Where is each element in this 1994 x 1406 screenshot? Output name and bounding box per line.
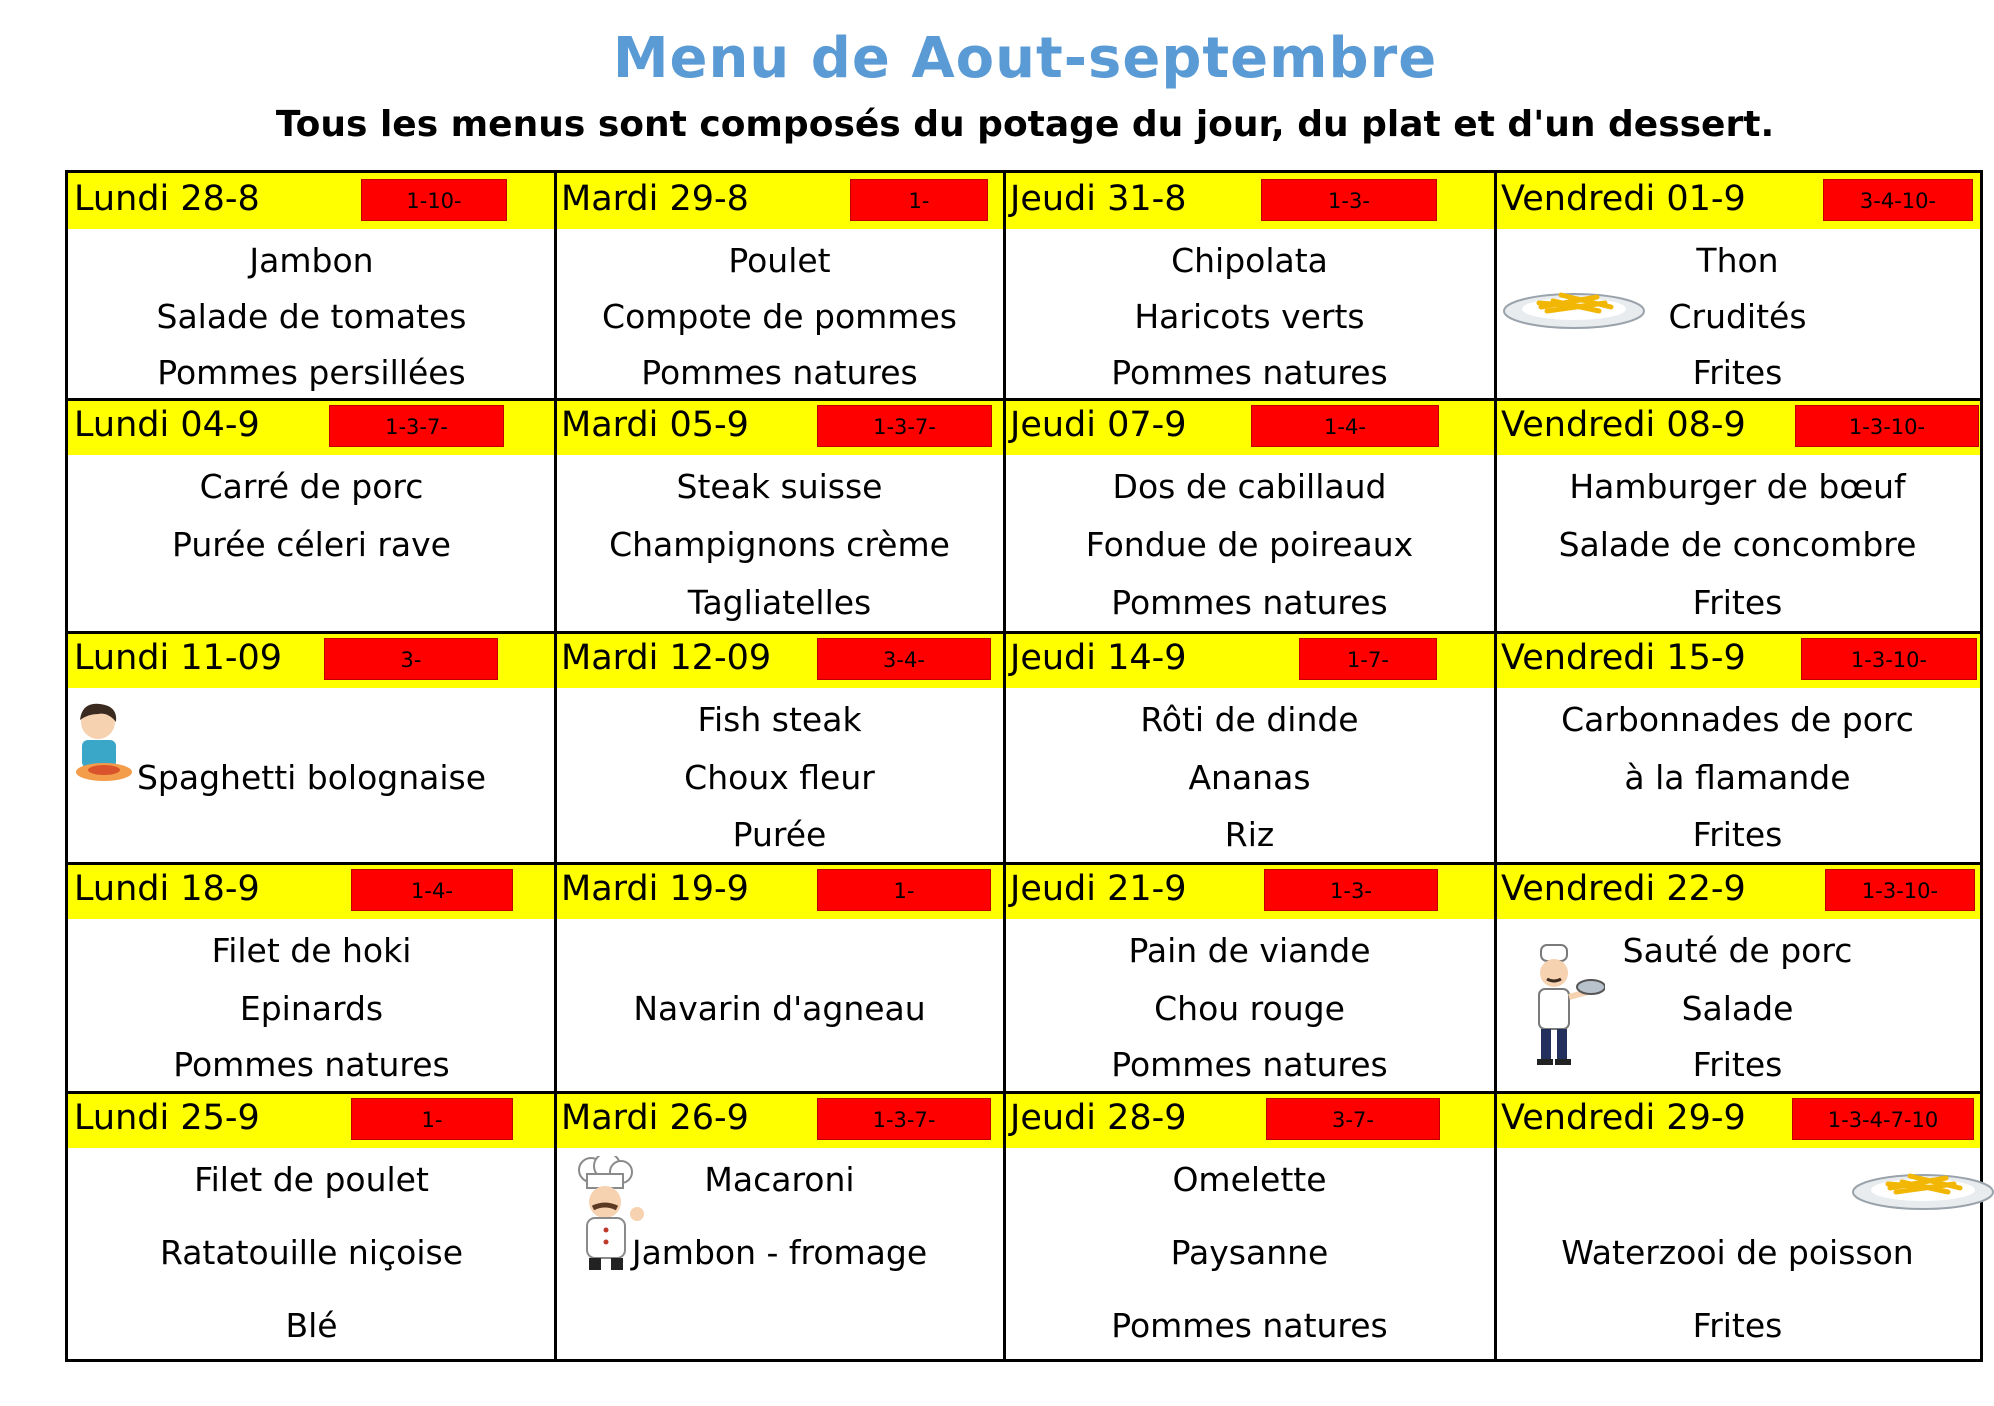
- row-divider: [68, 398, 1980, 401]
- menu-item: Chou rouge: [1154, 989, 1345, 1028]
- menu-item: Jambon - fromage: [631, 1233, 928, 1272]
- day-header: [1004, 173, 1495, 229]
- day-menu: [555, 229, 1004, 399]
- allergen-badge: 3-: [324, 638, 498, 680]
- menu-item: Chipolata: [1171, 241, 1328, 280]
- menu-item: Epinards: [239, 989, 384, 1028]
- column-divider: [554, 173, 557, 1359]
- day-label: Mardi 05-9: [561, 405, 749, 445]
- day-label: Vendredi 01-9: [1501, 179, 1746, 219]
- day-menu: [68, 688, 555, 863]
- day-cell: [1495, 632, 1980, 863]
- day-cell: [1495, 1092, 1980, 1359]
- allergen-badge: 1-3-7-: [817, 405, 992, 447]
- day-header: [1495, 399, 1980, 455]
- day-cell: [68, 1092, 555, 1359]
- fries-plate-icon: [1850, 1154, 1994, 1216]
- menu-item: Omelette: [1172, 1160, 1327, 1199]
- day-header: [555, 1092, 1004, 1148]
- allergen-badge: 1-: [850, 179, 988, 221]
- menu-item: Macaroni: [704, 1160, 855, 1199]
- page-title: Menu de Aout-septembre: [612, 26, 1438, 91]
- day-label: Jeudi 07-9: [1010, 405, 1187, 445]
- allergen-badge: 3-4-: [817, 638, 991, 680]
- menu-item: Carré de porc: [199, 467, 424, 506]
- day-header: [555, 632, 1004, 688]
- day-label: Lundi 04-9: [74, 405, 260, 445]
- allergen-badge: 3-7-: [1266, 1098, 1440, 1140]
- column-divider: [1003, 173, 1006, 1359]
- fries-plate-icon: [1501, 273, 1647, 335]
- day-header: [1004, 632, 1495, 688]
- allergen-badge: 1-3-10-: [1795, 405, 1979, 447]
- menu-item: Filet de hoki: [211, 931, 412, 970]
- allergen-badge: 1-3-7-: [329, 405, 504, 447]
- day-label: Lundi 25-9: [74, 1098, 260, 1138]
- allergen-badge: 1-7-: [1299, 638, 1437, 680]
- day-cell: [555, 1092, 1004, 1359]
- menu-item: Steak suisse: [676, 467, 883, 506]
- day-header: [1004, 399, 1495, 455]
- day-cell: [555, 399, 1004, 632]
- day-label: Vendredi 15-9: [1501, 638, 1746, 678]
- allergen-badge: 1-3-7-: [817, 1098, 991, 1140]
- day-cell: [555, 632, 1004, 863]
- allergen-badge: 1-: [351, 1098, 513, 1140]
- day-cell: [1495, 863, 1980, 1092]
- day-cell: [68, 863, 555, 1092]
- menu-item: Dos de cabillaud: [1112, 467, 1387, 506]
- menu-item: Ananas: [1188, 758, 1311, 797]
- chef-icon: [567, 1156, 657, 1280]
- day-header: [1495, 632, 1980, 688]
- day-cell: [1495, 173, 1980, 399]
- day-header: [1004, 1092, 1495, 1148]
- day-menu: [68, 229, 555, 399]
- menu-item: Frites: [1692, 583, 1783, 622]
- menu-item: Frites: [1692, 1306, 1783, 1345]
- day-menu: [1004, 919, 1495, 1092]
- day-label: Jeudi 31-8: [1010, 179, 1187, 219]
- menu-item: Filet de poulet: [194, 1160, 429, 1199]
- menu-item: Salade de concombre: [1558, 525, 1917, 564]
- allergen-badge: 1-: [817, 869, 991, 911]
- day-cell: [68, 173, 555, 399]
- allergen-badge: 1-4-: [1251, 405, 1439, 447]
- menu-item: Haricots verts: [1134, 297, 1365, 336]
- menu-item: Paysanne: [1170, 1233, 1329, 1272]
- allergen-badge: 3-4-10-: [1823, 179, 1973, 221]
- day-header: [1495, 1092, 1980, 1148]
- day-header: [1495, 863, 1980, 919]
- day-menu: [1004, 229, 1495, 399]
- allergen-badge: 1-3-: [1264, 869, 1438, 911]
- day-header: [68, 399, 555, 455]
- day-label: Mardi 12-09: [561, 638, 772, 678]
- menu-item: Frites: [1692, 353, 1783, 392]
- day-menu: [1004, 688, 1495, 863]
- column-divider: [1494, 173, 1497, 1359]
- day-header: [1495, 173, 1980, 229]
- day-cell: [1004, 863, 1495, 1092]
- row-divider: [68, 631, 1980, 634]
- menu-item: Waterzooi de poisson: [1561, 1233, 1914, 1272]
- day-label: Lundi 18-9: [74, 869, 260, 909]
- row-divider: [68, 862, 1980, 865]
- day-header: [1004, 863, 1495, 919]
- day-menu: [1004, 1148, 1495, 1359]
- day-cell: [555, 173, 1004, 399]
- day-header: [555, 173, 1004, 229]
- menu-item: Sauté de porc: [1622, 931, 1853, 970]
- menu-item: Carbonnades de porc: [1561, 700, 1914, 739]
- day-label: Vendredi 29-9: [1501, 1098, 1746, 1138]
- day-label: Vendredi 08-9: [1501, 405, 1746, 445]
- menu-item: Jambon: [249, 241, 374, 280]
- allergen-badge: 1-3-4-7-10: [1792, 1098, 1974, 1140]
- menu-item: Spaghetti bolognaise: [136, 758, 487, 797]
- day-header: [68, 1092, 555, 1148]
- menu-item: Rôti de dinde: [1140, 700, 1359, 739]
- day-cell: [1004, 1092, 1495, 1359]
- day-menu: [555, 688, 1004, 863]
- menu-item: Pommes natures: [1111, 1306, 1388, 1345]
- day-menu: [1004, 455, 1495, 632]
- menu-item: Riz: [1224, 815, 1275, 854]
- day-cell: [1004, 173, 1495, 399]
- day-menu: [555, 455, 1004, 632]
- day-label: Jeudi 28-9: [1010, 1098, 1187, 1138]
- menu-item: Pommes natures: [1111, 353, 1388, 392]
- day-cell: [555, 863, 1004, 1092]
- menu-item: Fish steak: [697, 700, 862, 739]
- day-label: Jeudi 21-9: [1010, 869, 1187, 909]
- day-label: Vendredi 22-9: [1501, 869, 1746, 909]
- menu-item: Pommes natures: [1111, 583, 1388, 622]
- menu-item: Crudités: [1668, 297, 1807, 336]
- day-label: Lundi 28-8: [74, 179, 260, 219]
- day-cell: [1495, 399, 1980, 632]
- child-eating-icon: [68, 700, 134, 794]
- menu-item: Pommes natures: [641, 353, 918, 392]
- menu-item: Ratatouille niçoise: [159, 1233, 463, 1272]
- menu-item: Pain de viande: [1128, 931, 1371, 970]
- day-menu: [1495, 688, 1980, 863]
- day-header: [68, 173, 555, 229]
- day-label: Lundi 11-09: [74, 638, 283, 678]
- menu-item: Blé: [285, 1306, 338, 1345]
- menu-item: Tagliatelles: [687, 583, 872, 622]
- day-cell: [68, 399, 555, 632]
- day-header: [68, 863, 555, 919]
- menu-item: Pommes persillées: [157, 353, 466, 392]
- allergen-badge: 1-3-10-: [1825, 869, 1975, 911]
- menu-item: Champignons crème: [609, 525, 950, 564]
- day-label: Jeudi 14-9: [1010, 638, 1187, 678]
- day-label: Mardi 19-9: [561, 869, 749, 909]
- menu-item: Thon: [1696, 241, 1779, 280]
- day-cell: [1004, 632, 1495, 863]
- menu-item: Navarin d'agneau: [633, 989, 926, 1028]
- day-menu: [555, 919, 1004, 1092]
- day-cell: [68, 632, 555, 863]
- day-header: [555, 863, 1004, 919]
- menu-grid: [65, 170, 1983, 1362]
- day-label: Mardi 29-8: [561, 179, 749, 219]
- day-cell: [1004, 399, 1495, 632]
- page-subtitle: Tous les menus sont composés du potage du jour, du plat et d'un dessert.: [275, 104, 1775, 145]
- allergen-badge: 1-10-: [361, 179, 507, 221]
- day-menu: [68, 919, 555, 1092]
- menu-item: Choux fleur: [684, 758, 875, 797]
- allergen-badge: 1-4-: [351, 869, 513, 911]
- menu-item: à la flamande: [1624, 758, 1851, 797]
- menu-item: Hamburger de bœuf: [1569, 467, 1906, 506]
- allergen-badge: 1-3-10-: [1801, 638, 1977, 680]
- day-label: Mardi 26-9: [561, 1098, 749, 1138]
- menu-item: Fondue de poireaux: [1085, 525, 1414, 564]
- menu-item: Pommes natures: [173, 1045, 450, 1084]
- row-divider: [68, 1091, 1980, 1094]
- day-header: [555, 399, 1004, 455]
- menu-item: Pommes natures: [1111, 1045, 1388, 1084]
- menu-item: Compote de pommes: [602, 297, 957, 336]
- day-menu: [68, 455, 555, 632]
- menu-item: Salade: [1681, 989, 1794, 1028]
- waiter-icon: [1525, 943, 1605, 1073]
- day-menu: [1495, 455, 1980, 632]
- menu-item: Purée céleri rave: [172, 525, 451, 564]
- menu-item: Frites: [1692, 1045, 1783, 1084]
- day-header: [68, 632, 555, 688]
- menu-item: Purée: [732, 815, 827, 854]
- day-menu: [68, 1148, 555, 1359]
- menu-item: Salade de tomates: [156, 297, 467, 336]
- allergen-badge: 1-3-: [1261, 179, 1437, 221]
- menu-item: Frites: [1692, 815, 1783, 854]
- menu-item: Poulet: [728, 241, 831, 280]
